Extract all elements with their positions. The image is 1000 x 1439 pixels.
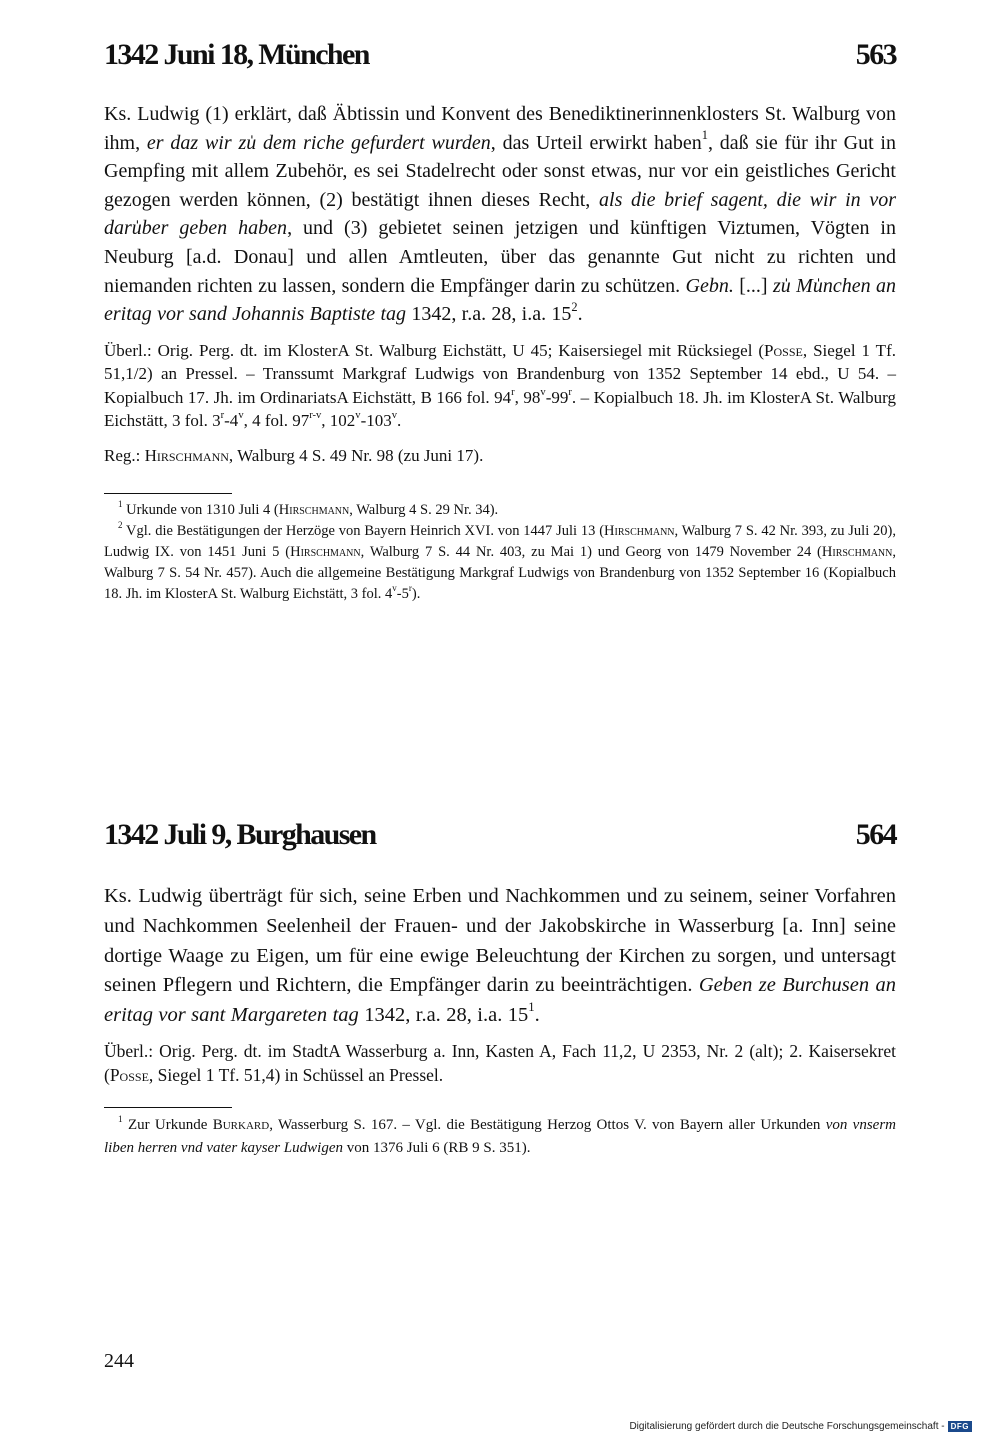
- footnote-part: , Walburg 7 S. 42 Nr. 393, zu Juli 20), Ludwig IX. von 1451 Juni 5 (: [104, 522, 897, 560]
- footnote-part: , Walburg 4 S. 29 Nr. 34).: [349, 501, 499, 518]
- author-name: Posse: [764, 340, 803, 360]
- author-name: Posse: [109, 1064, 149, 1085]
- note-part: , Walburg 4 S. 49 Nr. 98 (zu Juni 17).: [228, 445, 484, 465]
- folio-marker: r: [408, 582, 412, 593]
- author-name: Hirschmann: [144, 445, 229, 465]
- entry-564: [104, 818, 896, 1160]
- regest-quote: zu̍ Mu̍nchen an eritag vor sand Johannis Baptiste tag: [104, 274, 896, 326]
- regest-quote: er daz wir zu̍ dem riche gefurdert wurden: [146, 131, 491, 154]
- regest-text-part: , und (3) gebietet seinen jetzigen und künftigen Viztumen, Vögten in Neuburg [a.d. Donau] und allen Amtleuten, über das genannte Gut nicht zu richten und niemanden richten zu lassen, sondern die Empfänger darin zu schützen.: [104, 217, 896, 297]
- footnote-part: Vgl. die Bestätigungen der Herzöge von Bayern Heinrich XVI. von 1447 Juli 13 (: [122, 522, 605, 539]
- footnote-number: 2: [118, 519, 123, 530]
- folio-marker: r: [220, 410, 225, 422]
- note-part: .: [397, 411, 402, 431]
- author-name: Burkard: [212, 1116, 270, 1133]
- note-part: Überl.: Orig. Perg. dt. im KlosterA St. Walburg Eichstätt, U 45; Kaisersiegel mit Rücksiegel (: [104, 340, 765, 360]
- regest-quote: Gebn.: [685, 274, 734, 297]
- regest-quote: Geben ze Burchusen an eritag vor sant Margareten tag: [104, 974, 896, 1027]
- regest-text-part: 1342, r.a. 28, i.a. 15: [358, 1004, 529, 1027]
- author-name: Hirschmann: [821, 543, 893, 560]
- footnote-quote: von vnserm liben herren vnd vater kayser Ludwigen: [104, 1116, 896, 1156]
- regest-text-part: .: [534, 1004, 540, 1027]
- footnote-part: von 1376 Juli 6 (RB 9 S. 351).: [342, 1139, 531, 1156]
- footnote: [104, 521, 896, 605]
- regest-text-part: 1342, r.a. 28, i.a. 15: [406, 303, 572, 326]
- note-part: . – Kopialbuch 18. Jh. im KlosterA St. Walburg Eichstätt, 3 fol. 3: [104, 387, 897, 431]
- folio-marker: r-v: [309, 410, 322, 422]
- footnote-part: , Walburg 7 S. 54 Nr. 457). Auch die allgemeine Bestätigung Markgraf Ludwigs von Brandenburg von 1352 September 16 (Kopialbuch 18. Jh. im KlosterA St. Walburg Eichstätt, 3 fol. 4: [104, 543, 896, 602]
- regest-text-part: Ks. Ludwig (1) erklärt, daß Äbtissin und Konvent des Benediktinerinnenklosters St. Walburg von ihm,: [104, 103, 896, 154]
- author-name: Hirschmann: [278, 501, 350, 518]
- folio-marker: r: [511, 386, 515, 398]
- folio-marker: v: [391, 410, 397, 422]
- note-part: , Siegel 1 Tf. 51,1/2) an Pressel. – Transsumt Markgraf Ludwigs von Brandenburg von 1352 September 14 ebd., U 54. – Kopialbuch 17. Jh. im OrdinariatsA Eichstätt, B 166 fol. 94: [104, 340, 896, 407]
- folio-marker: v: [540, 386, 546, 398]
- note-part: -99: [545, 387, 569, 407]
- footnote-divider: [104, 1107, 232, 1108]
- footnote-part: ).: [411, 585, 421, 602]
- note-part: Überl.: Orig. Perg. dt. im StadtA Wasserburg a. Inn, Kasten A, Fach 11,2, U 2353, Nr. 2 (alt); 2. Kaisersekret (: [104, 1040, 896, 1085]
- entry-number: 564: [855, 818, 896, 851]
- entry-563: [104, 38, 896, 605]
- ueberlieferung-note: [104, 1039, 896, 1087]
- folio-marker: v: [238, 410, 244, 422]
- entry-number: 563: [855, 38, 896, 71]
- note-part: Reg.:: [104, 445, 145, 465]
- folio-marker: r: [568, 386, 572, 398]
- entry-heading: [104, 818, 896, 868]
- ueberlieferung-note: [104, 339, 896, 433]
- page-number: 244: [104, 1350, 134, 1372]
- footnotes: [104, 1114, 896, 1160]
- note-part: , 4 fol. 97: [243, 411, 310, 431]
- regest-text: [104, 100, 896, 329]
- regest-text: [104, 882, 896, 1031]
- footnote-part: -5: [396, 585, 409, 602]
- footnote: [104, 500, 896, 521]
- footnotes: [104, 500, 896, 605]
- footnote-number: 1: [118, 1114, 123, 1125]
- author-name: Hirschmann: [290, 543, 361, 560]
- footnote-part: , Walburg 7 S. 44 Nr. 403, zu Mai 1) und Georg von 1479 November 24 (: [360, 543, 822, 560]
- entry-title: 1342 Juli 9, Burghausen: [104, 818, 376, 851]
- dfg-credit: [629, 1421, 972, 1432]
- regest-text-part: , das Urteil erwirkt haben: [490, 131, 702, 154]
- entry-title: 1342 Juni 18, München: [104, 38, 369, 71]
- footnote-divider: [104, 493, 232, 494]
- footnote-part: , Wasserburg S. 167. – Vgl. die Bestätigung Herzog Ottos V. von Bayern aller Urkunden: [269, 1116, 826, 1133]
- footnote-part: Urkunde von 1310 Juli 4 (: [122, 501, 279, 518]
- regesten-note: [104, 444, 896, 467]
- credit-text: Digitalisierung gefördert durch die Deutsche Forschungsgemeinschaft -: [629, 1421, 945, 1432]
- author-name: Hirschmann: [604, 522, 675, 539]
- footnote-marker: 2: [571, 299, 578, 314]
- note-part: , 98: [514, 387, 541, 407]
- footnote-part: Zur Urkunde: [122, 1116, 213, 1133]
- regest-text-part: .: [577, 303, 583, 326]
- regest-text-part: [...]: [733, 274, 773, 297]
- note-part: -4: [224, 411, 239, 431]
- regest-text-part: , daß sie für ihr Gut in Gempfing mit allem Zubehör, es sei Stadelrecht oder sonst etwas, nur vor ein geistliches Gericht gezogen werden können, (2) bestätigt ihnen dieses Recht,: [104, 131, 896, 211]
- folio-marker: v: [355, 410, 361, 422]
- entry-heading: [104, 38, 896, 88]
- footnote-number: 1: [118, 498, 123, 509]
- folio-marker: v: [392, 582, 397, 593]
- note-part: -103: [360, 411, 392, 431]
- note-part: , 102: [321, 411, 356, 431]
- footnote-marker: 1: [528, 1000, 535, 1015]
- regest-quote: als die brief sagent, die wir in vor daru̍ber geben haben: [104, 188, 897, 240]
- note-part: , Siegel 1 Tf. 51,4) in Schüssel an Pressel.: [148, 1064, 444, 1085]
- footnote: [104, 1114, 896, 1160]
- footnote-marker: 1: [701, 128, 708, 143]
- regest-text-part: Ks. Ludwig überträgt für sich, seine Erben und Nachkommen und zu seinem, seiner Vorfahren und Nachkommen Seelenheil der Frauen- und der Jakobskirche in Wasserburg [a. Inn] seine dortige Waage zu Eigen, um für eine ewige Beleuchtung der Kirchen zu sorgen, und untersagt seinen Pflegern und Richtern, die Empfänger darin zu beeinträchtigen.: [104, 885, 896, 997]
- dfg-logo-icon: DFG: [948, 1421, 972, 1432]
